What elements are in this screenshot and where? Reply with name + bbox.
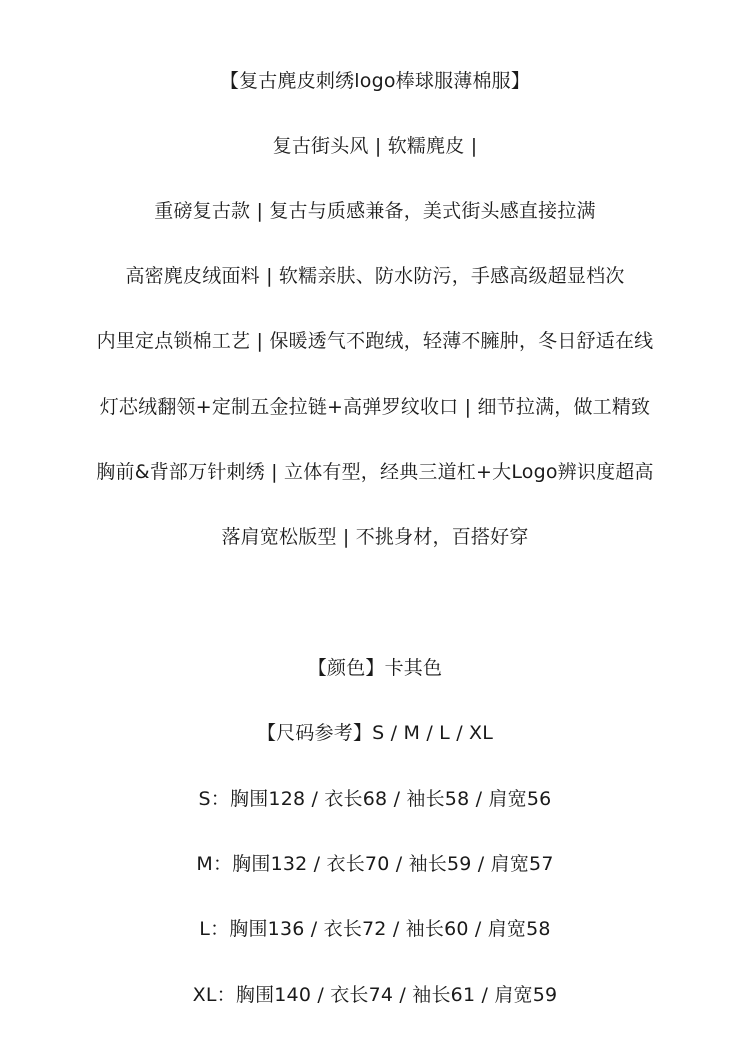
feature-line-lining: 内里定点锁棉工艺 | 保暖透气不跑绒，轻薄不臃肿，冬日舒适在线 <box>96 330 654 352</box>
size-row-s: S：胸围128 / 衣长68 / 袖长58 / 肩宽56 <box>198 788 552 810</box>
feature-line-embroidery: 胸前&背部万针刺绣 | 立体有型，经典三道杠+大Logo辨识度超高 <box>96 461 654 483</box>
feature-line-weight: 重磅复古款 | 复古与质感兼备，美式街头感直接拉满 <box>154 200 596 222</box>
size-reference: 【尺码参考】S / M / L / XL <box>256 722 494 744</box>
color-spec: 【颜色】卡其色 <box>307 657 443 679</box>
feature-line-style: 复古街头风 | 软糯麂皮 | <box>272 135 478 157</box>
size-row-m: M：胸围132 / 衣长70 / 袖长59 / 肩宽57 <box>196 853 554 875</box>
size-row-xl: XL：胸围140 / 衣长74 / 袖长61 / 肩宽59 <box>192 984 558 1006</box>
feature-line-details: 灯芯绒翻领+定制五金拉链+高弹罗纹收口 | 细节拉满，做工精致 <box>99 396 651 418</box>
feature-line-fabric: 高密麂皮绒面料 | 软糯亲肤、防水防污，手感高级超显档次 <box>125 265 625 287</box>
size-row-l: L：胸围136 / 衣长72 / 袖长60 / 肩宽58 <box>199 918 551 940</box>
feature-line-fit: 落肩宽松版型 | 不挑身材，百搭好穿 <box>221 526 529 548</box>
product-title: 【复古麂皮刺绣logo棒球服薄棉服】 <box>219 70 531 92</box>
